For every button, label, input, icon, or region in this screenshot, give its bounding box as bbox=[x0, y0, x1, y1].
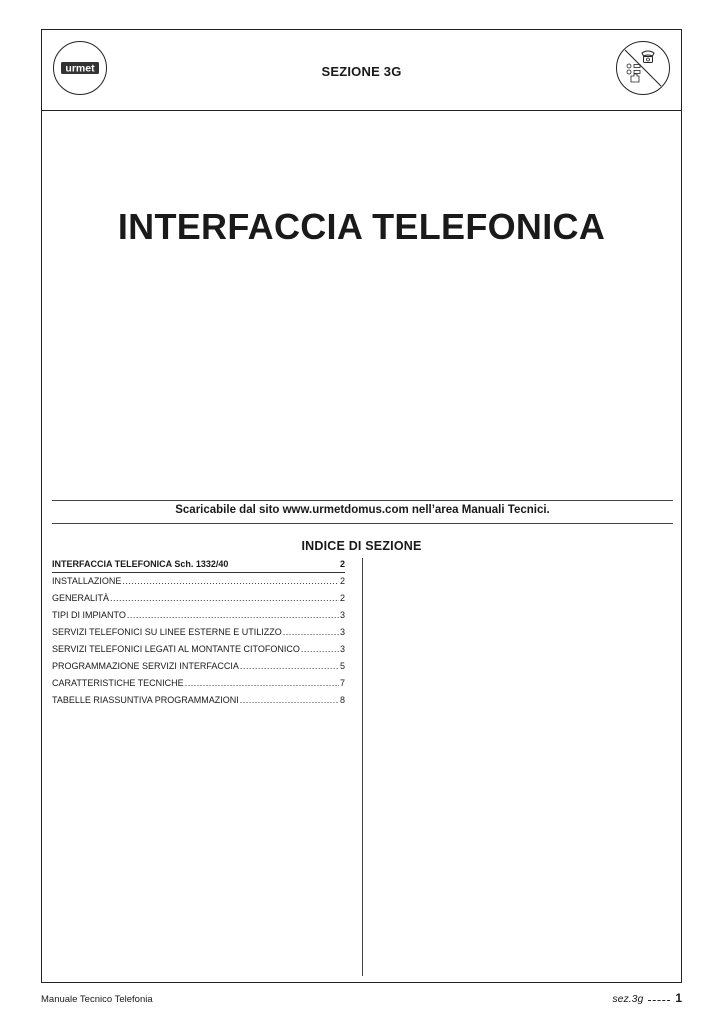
toc-item-label: TIPI DI IMPIANTO bbox=[52, 610, 126, 620]
toc-item-page: 7 bbox=[339, 678, 345, 688]
toc-item-caratteristiche[interactable] bbox=[52, 675, 345, 692]
toc-item-label: SERVIZI TELEFONICI LEGATI AL MONTANTE CITOFONICO bbox=[52, 644, 300, 654]
toc-item-page: 5 bbox=[339, 661, 345, 671]
table-of-contents bbox=[52, 558, 345, 709]
toc-item-servizi-linee-esterne[interactable] bbox=[52, 624, 345, 641]
toc-item-page: 8 bbox=[339, 695, 345, 705]
document-title: INTERFACCIA TELEFONICA bbox=[117, 206, 606, 247]
download-note: Scaricabile dal sito www.urmetdomus.com nell’area Manuali Tecnici. bbox=[175, 504, 550, 516]
toc-leader-dots bbox=[185, 675, 339, 692]
toc-heading-label: INTERFACCIA TELEFONICA Sch. 1332/40 bbox=[52, 559, 229, 569]
footer-page-number: 1 bbox=[675, 991, 682, 1005]
toc-item-page: 2 bbox=[339, 576, 345, 586]
toc-leader-dots bbox=[301, 641, 339, 658]
toc-heading-page: 2 bbox=[339, 559, 345, 569]
toc-heading-row[interactable] bbox=[52, 558, 345, 573]
logo-text: urmet bbox=[65, 62, 95, 75]
no-telephone-icon bbox=[615, 40, 671, 96]
toc-item-label: SERVIZI TELEFONICI SU LINEE ESTERNE E UTILIZZO bbox=[52, 627, 282, 637]
toc-item-label: GENERALITÀ bbox=[52, 593, 110, 603]
section-label: SEZIONE 3G bbox=[321, 64, 402, 79]
toc-item-generalita[interactable] bbox=[52, 590, 345, 607]
toc-item-tabelle[interactable] bbox=[52, 692, 345, 709]
page-frame bbox=[41, 29, 682, 983]
toc-leader-dots bbox=[283, 624, 339, 641]
toc-item-page: 3 bbox=[339, 627, 345, 637]
footer-manual-name: Manuale Tecnico Telefonia bbox=[41, 994, 153, 1005]
toc-item-page: 3 bbox=[339, 644, 345, 654]
toc-item-installazione[interactable] bbox=[52, 573, 345, 590]
toc-item-tipi-di-impianto[interactable] bbox=[52, 607, 345, 624]
toc-leader-dots bbox=[240, 658, 339, 675]
download-band bbox=[52, 500, 673, 524]
footer-dash-line bbox=[648, 1000, 670, 1001]
column-divider bbox=[362, 558, 363, 976]
toc-item-label: CARATTERISTICHE TECNICHE bbox=[52, 678, 184, 688]
toc-leader-dots bbox=[127, 607, 339, 624]
toc-leader-dots bbox=[110, 590, 339, 607]
index-title: INDICE DI SEZIONE bbox=[301, 539, 422, 553]
footer-page-info bbox=[612, 991, 682, 1005]
header-divider bbox=[42, 110, 681, 111]
toc-item-label: TABELLE RIASSUNTIVA PROGRAMMAZIONI bbox=[52, 695, 239, 705]
toc-leader-dots bbox=[122, 573, 339, 590]
toc-item-label: PROGRAMMAZIONE SERVIZI INTERFACCIA bbox=[52, 661, 239, 671]
toc-item-programmazione[interactable] bbox=[52, 658, 345, 675]
toc-leader-dots bbox=[240, 692, 339, 709]
footer-section-code: sez.3g bbox=[612, 993, 644, 1005]
toc-item-label: INSTALLAZIONE bbox=[52, 576, 122, 586]
toc-item-page: 2 bbox=[339, 593, 345, 603]
toc-item-page: 3 bbox=[339, 610, 345, 620]
toc-item-servizi-montante[interactable] bbox=[52, 641, 345, 658]
